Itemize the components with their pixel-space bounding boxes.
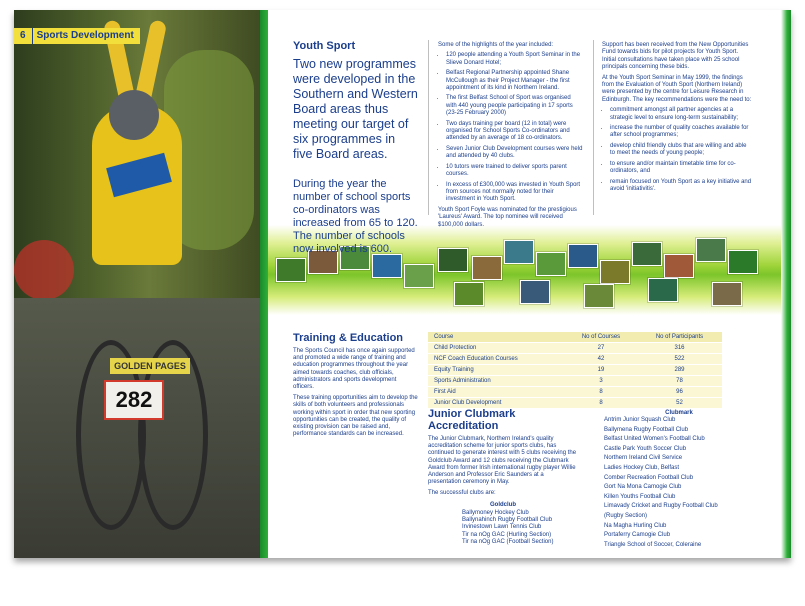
rider-helmet — [109, 90, 159, 140]
wheelchair-racer-photo — [14, 10, 260, 558]
table-cell: 3 — [565, 376, 637, 387]
list-item: Belfast United Women's Football Club — [604, 436, 705, 443]
list-item: • Belfast Regional Partnership appointed Shane McCullough as their Project Manager - the first appointment of its kind in Northern Ireland. — [446, 70, 583, 92]
list-item: Ballymoney Hockey Club — [462, 509, 529, 516]
column-header: No of Participants — [637, 332, 722, 343]
list-item: Ladies Hockey Club, Belfast — [604, 464, 680, 471]
thumb-photo — [664, 254, 694, 278]
list-item: • remain focused on Youth Sport as a key initiative and avoid 'initiativitis'. — [610, 179, 752, 194]
list-item: Limavady Cricket and Rugby Football Club — [604, 503, 718, 510]
column-divider — [428, 40, 429, 215]
thumb-photo — [568, 244, 598, 268]
thumb-photo — [454, 282, 484, 306]
thumb-photo — [696, 238, 726, 262]
table-cell: Equity Training — [428, 365, 565, 376]
thumb-photo — [372, 254, 402, 278]
youth-sport-lead: Two new programmes were developed in the Southern and Western Board areas thus meeting our target of six programmes in five Board areas. — [293, 57, 418, 161]
table-header-row — [428, 332, 722, 343]
list-item: Gort Na Mona Camogie Club — [604, 484, 682, 491]
table-cell: 289 — [637, 365, 722, 376]
clubmark-label: Clubmark — [665, 410, 693, 416]
table-cell: Sports Administration — [428, 376, 565, 387]
race-bib-number: 282 — [104, 380, 164, 420]
thumb-photo — [536, 252, 566, 276]
table-cell: 522 — [637, 354, 722, 365]
thumb-photo — [712, 282, 742, 306]
list-item: Ballynahinch Rugby Football Club — [462, 517, 553, 524]
youth-sport-lead-2: During the year the number of school sports co-ordinators was increased from 65 to 120. The number of schools now involved is 600. — [293, 178, 418, 255]
clubmark-paragraph-1: The Junior Clubmark, Northern Ireland's quality accreditation scheme for junior sports clubs, has continued to generate interest with 5 clubs receiving the Goldclub Award and 12 clubs receiving the Clubmark Award from former Irish international rugby player Willie Anderson and Professor Eric Saunders at a presentation ceremony in May. — [428, 436, 577, 486]
list-item: • commitment amongst all partner agencies at a strategic level to ensure long-term sustainability; — [610, 107, 752, 122]
table-row — [428, 398, 722, 409]
thumb-photo — [728, 250, 758, 274]
thumb-photo — [632, 242, 662, 266]
column-header: Course — [428, 332, 565, 343]
table-cell: 19 — [565, 365, 637, 376]
list-item: • 120 people attending a Youth Sport Seminar in the Slieve Donard Hotel; — [446, 52, 583, 67]
table-cell: Child Protection — [428, 343, 565, 354]
list-item: • 10 tutors were trained to deliver sports parent courses. — [446, 164, 583, 179]
section-title: Sports Development — [32, 28, 140, 44]
training-section — [293, 332, 418, 438]
table-cell: NCF Coach Education Courses — [428, 354, 565, 365]
list-item: Na Magha Hurling Club — [604, 522, 667, 529]
support-paragraph-1: Support has been received from the New Opportunities Fund towards bids for pilot projects for Youth Sport. Initial consultations have taken place with 25 school principals concerning these bids. — [602, 42, 749, 71]
clubmark-section — [428, 408, 578, 547]
table-row — [428, 343, 722, 354]
table-cell: 316 — [637, 343, 722, 354]
highlights-column — [438, 42, 583, 232]
clubmark-list-section — [604, 410, 754, 550]
clubmark-paragraph-2: The successful clubs are: — [428, 490, 496, 497]
goldclub-label: Goldclub — [490, 501, 516, 508]
list-item: • Seven Junior Club Development courses were held and attended by 40 clubs. — [446, 146, 583, 161]
youth-sport-section — [293, 40, 418, 256]
thumb-photo — [584, 284, 614, 308]
clubmark-heading: Junior Clubmark Accreditation — [428, 408, 516, 432]
list-item: • In excess of £300,000 was invested in Youth Sport from sources not normally noted for their investment in Youth Sport. — [446, 182, 583, 204]
table-cell: 8 — [565, 398, 637, 409]
table-cell: 96 — [637, 387, 722, 398]
race-banner: GOLDEN PAGES — [110, 358, 190, 374]
table-cell: 78 — [637, 376, 722, 387]
recommendations-list — [602, 107, 752, 193]
training-paragraph-2: These training opportunities aim to develop the skills of both volunteers and professionals working within sport in order that new sporting opportunities can be created, the quality of existing provision can be raised and, performance standards can be increased. — [293, 395, 418, 438]
green-page-edge — [781, 10, 791, 558]
training-paragraph-1: The Sports Council has once again supported and promoted a wide range of training and education programmes throughout the year aimed towards coaches, club officials, administrators and sports development officers. — [293, 348, 415, 391]
list-item: Comber Recreation Football Club — [604, 474, 694, 481]
list-item: • Two days training per board (12 in total) were organised for School Sports Co-ordinators and attended by an average of 18 co-ordinators. — [446, 121, 583, 143]
thumb-photo — [600, 260, 630, 284]
thumb-photo — [276, 258, 306, 282]
content-page — [268, 10, 791, 558]
thumb-photo — [504, 240, 534, 264]
list-item: Triangle School of Soccer, Coleraine — [604, 541, 702, 548]
thumb-photo — [648, 278, 678, 302]
table-cell: 52 — [637, 398, 722, 409]
table-cell: 27 — [565, 343, 637, 354]
table-cell: 42 — [565, 354, 637, 365]
table-cell: 8 — [565, 387, 637, 398]
table-cell: First Aid — [428, 387, 565, 398]
list-item: • to ensure and/or maintain timetable time for co-ordinators, and — [610, 161, 752, 176]
list-item: Tir na nOg GAC (Hurling Section) — [462, 531, 552, 538]
page-number: 6 — [14, 28, 32, 44]
courses-table — [428, 332, 722, 409]
highlights-outro: Youth Sport Foyle was nominated for the prestigious 'Laureus' Award. The top nominee will received $100,000 dollars. — [438, 206, 577, 228]
thumb-photo — [472, 256, 502, 280]
list-item: Castle Park Youth Soccer Club — [604, 445, 687, 452]
thumb-photo — [404, 264, 434, 288]
list-item: Northern Ireland Civil Service — [604, 455, 683, 462]
list-item: (Rugby Section) — [604, 512, 648, 519]
thumb-photo — [520, 280, 550, 304]
page-tab — [14, 28, 140, 44]
highlights-list — [438, 52, 583, 203]
column-header: No of Courses — [565, 332, 637, 343]
thumb-photo — [438, 248, 468, 272]
table-row — [428, 387, 722, 398]
column-divider — [593, 40, 594, 215]
list-item: Irvinestown Lawn Tennis Club — [462, 524, 542, 531]
support-column — [602, 42, 752, 196]
list-item: • increase the number of quality coaches available for after school programmes; — [610, 125, 752, 140]
list-item: Killen Youths Football Club — [604, 493, 676, 500]
goldclub-list — [428, 510, 578, 547]
training-heading: Training & Education — [293, 332, 404, 344]
list-item: Tir na nOg GAC (Football Section) — [462, 539, 554, 546]
table-row — [428, 365, 722, 376]
table-row — [428, 376, 722, 387]
table-cell: Junior Club Development — [428, 398, 565, 409]
list-item: Antrim Junior Squash Club — [604, 417, 676, 423]
list-item: Portaferry Camogie Club — [604, 532, 671, 539]
list-item: • develop child friendly clubs that are willing and able to meet the needs of young people; — [610, 143, 752, 158]
youth-sport-heading: Youth Sport — [293, 40, 356, 52]
support-paragraph-2: At the Youth Sport Seminar in May 1999, the findings from the Evaluation of Youth Sport (Northern Ireland) were presented by the centre for Leisure Research in Edinburgh. The key recommendations were the need to: — [602, 74, 752, 103]
list-item: Ballymena Rugby Football Club — [604, 426, 689, 433]
background-red-blur — [14, 240, 74, 300]
brochure-spread — [14, 10, 791, 558]
table-row — [428, 354, 722, 365]
list-item: • The first Belfast School of Sport was organised with 440 young people participating in 17 sports (23-25 February 2000) — [446, 95, 583, 117]
green-gutter — [260, 10, 268, 558]
highlights-intro: Some of the highlights of the year included: — [438, 42, 554, 48]
